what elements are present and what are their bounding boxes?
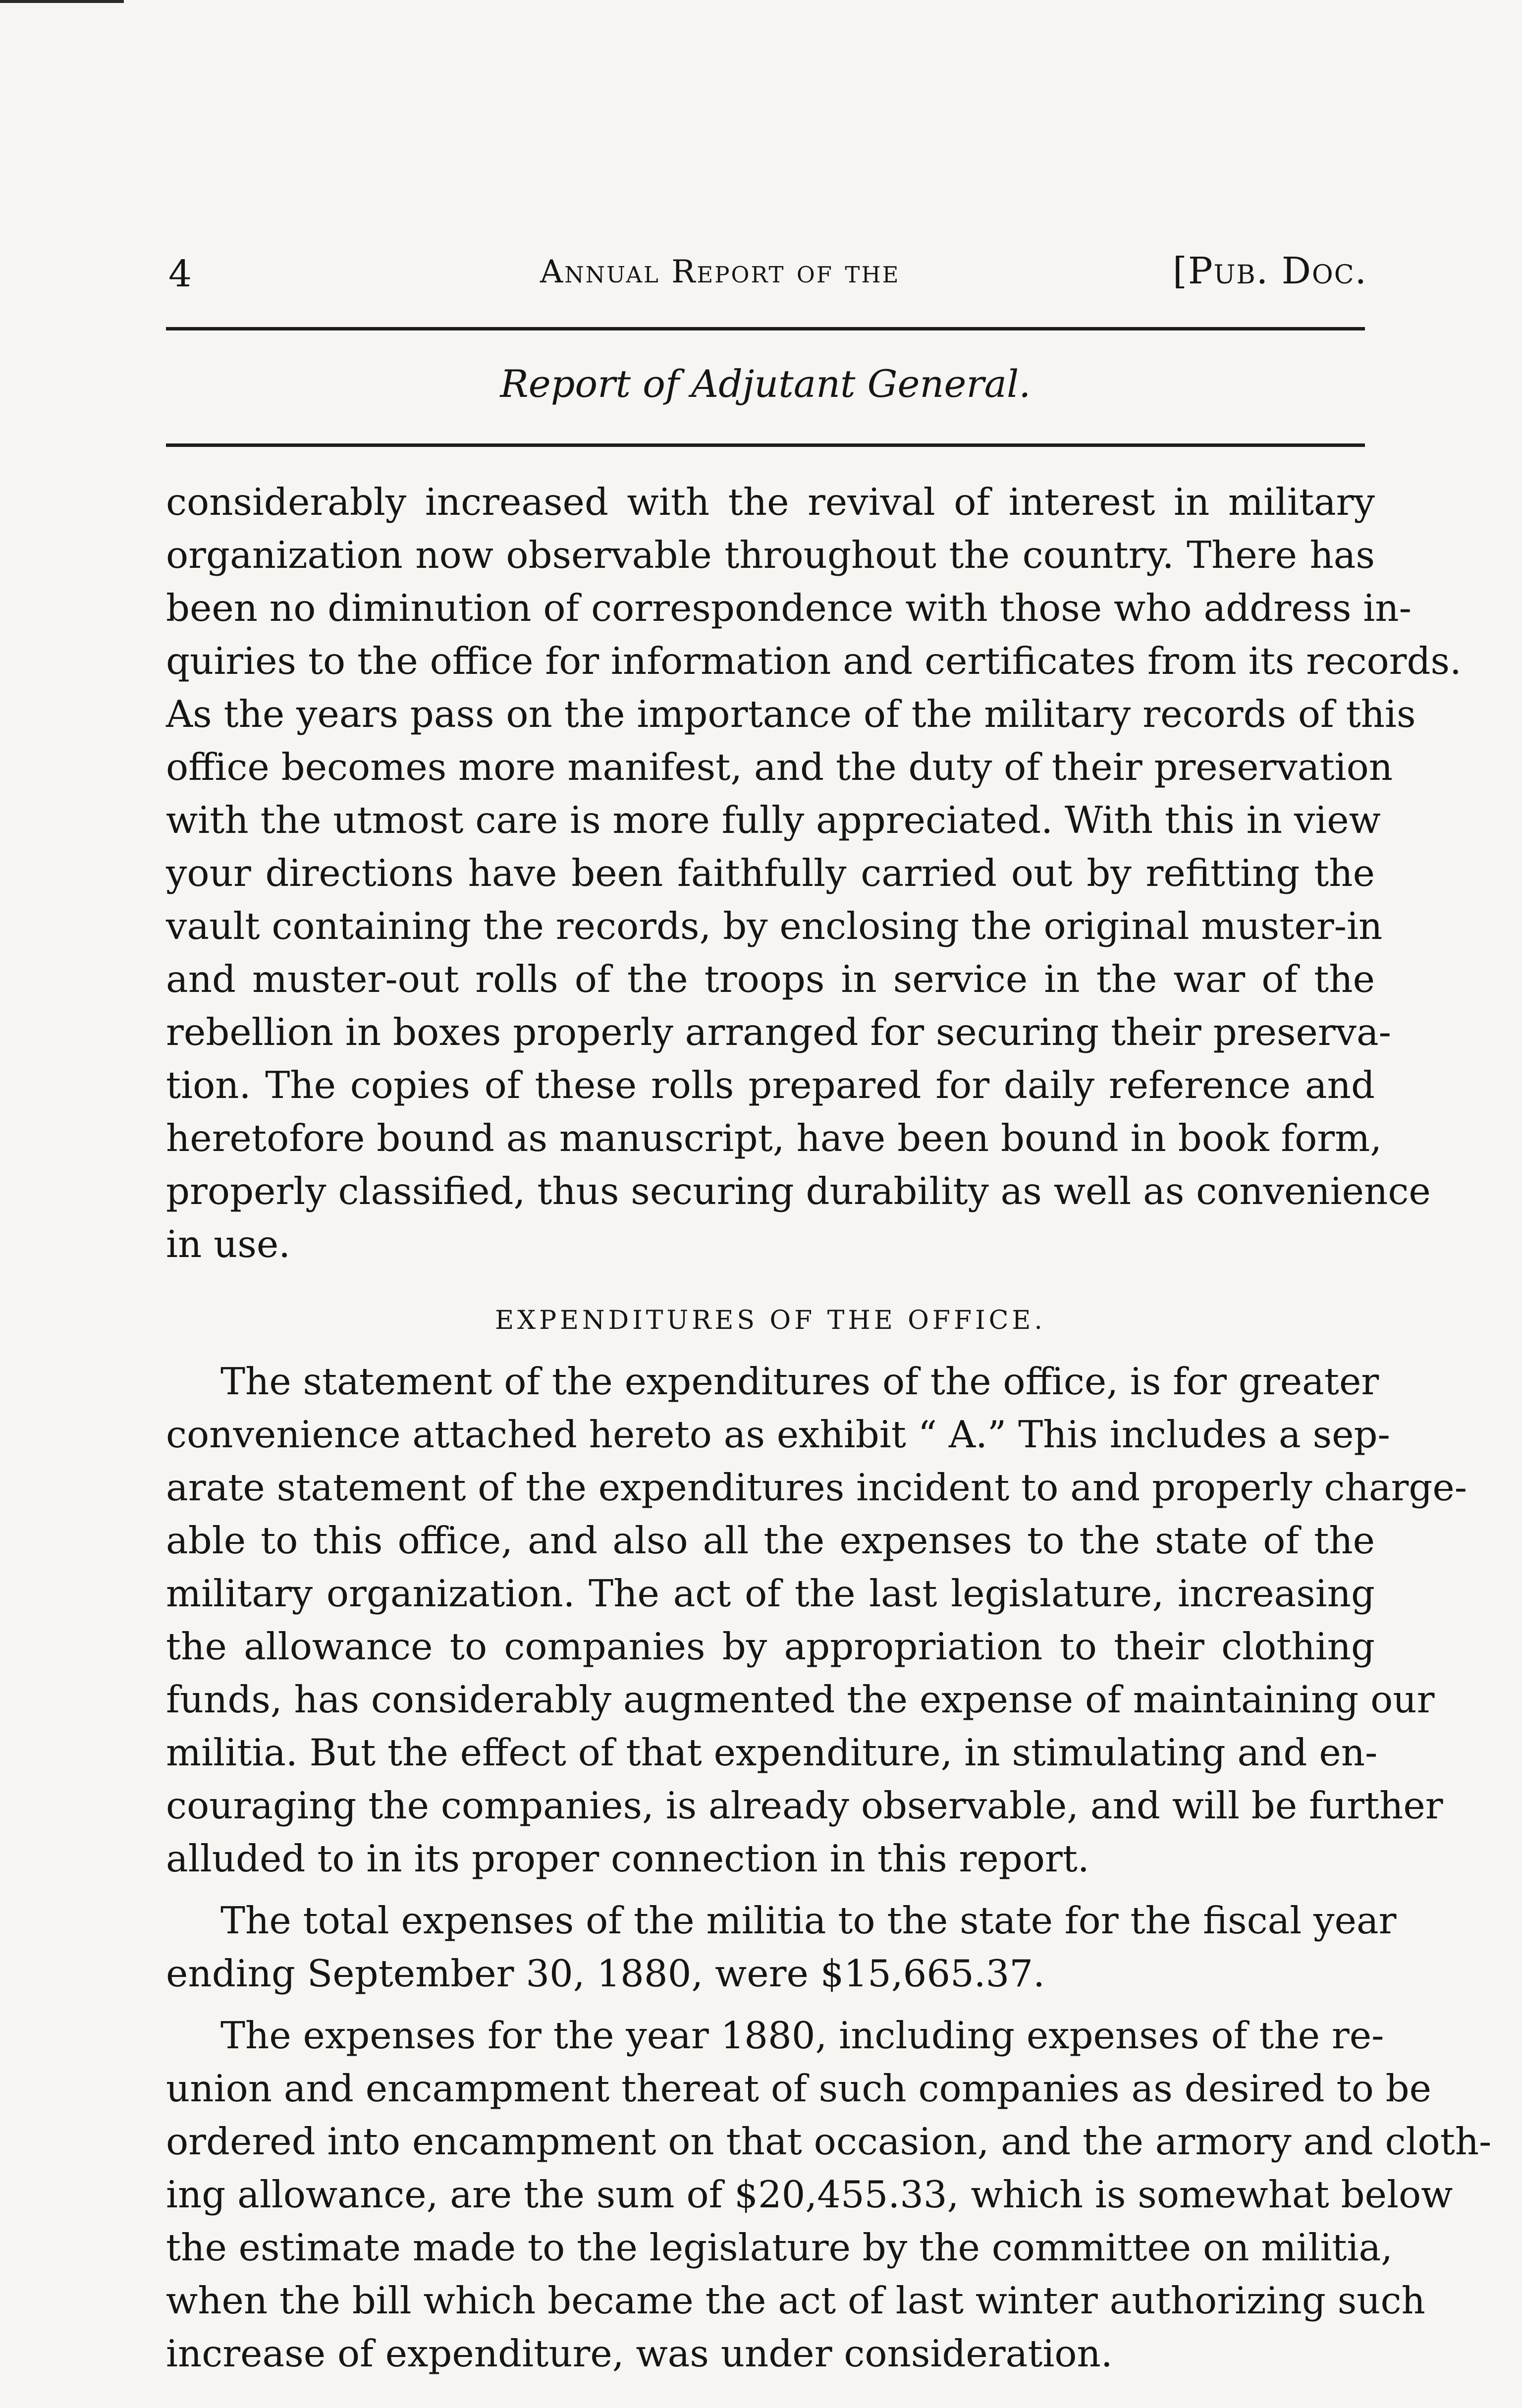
text-line: your directions have been faithfully carried out by refitting the	[166, 851, 1375, 895]
text-line: tion. The copies of these rolls prepared for daily reference and	[166, 1063, 1375, 1107]
text-line: organization now observable throughout the country. There has	[166, 533, 1375, 577]
paragraph-expenses-1880	[166, 2009, 1492, 2380]
text-line: properly classified, thus securing durability as well as convenience	[166, 1169, 1431, 1213]
text-line: heretofore bound as manuscript, have been bound in book form,	[166, 1116, 1382, 1160]
text-line: funds, has considerably augmented the expense of maintaining our	[166, 1678, 1435, 1721]
paragraph-gap	[166, 2000, 1375, 2009]
text-line: The expenses for the year 1880, including expenses of the re-	[220, 2014, 1384, 2057]
paragraph-total	[166, 1894, 1397, 2000]
text-line: convenience attached hereto as exhibit “ A.” This includes a sep-	[166, 1413, 1390, 1456]
text-line: increase of expenditure, was under consideration.	[166, 2332, 1113, 2375]
text-line: alluded to in its proper connection in this report.	[166, 1837, 1089, 1880]
text-line: with the utmost care is more fully appreciated. With this in view	[166, 798, 1381, 842]
text-line: arate statement of the expenditures incident to and properly charge-	[166, 1466, 1468, 1509]
text-line: The statement of the expenditures of the office, is for greater	[220, 1360, 1379, 1403]
text-line: couraging the companies, is already observable, and will be further	[166, 1784, 1443, 1827]
paragraph-gap	[166, 1885, 1375, 1894]
header-rule-bottom	[166, 443, 1365, 447]
text-line: the estimate made to the legislature by the committee on militia,	[166, 2226, 1393, 2269]
text-line: As the years pass on the importance of the military records of this	[166, 692, 1416, 736]
paragraph-statement	[166, 1355, 1468, 1885]
text-line: the allowance to companies by appropriation to their clothing	[166, 1625, 1375, 1668]
text-line: union and encampment thereat of such companies as desired to be	[166, 2067, 1432, 2110]
scan-edge-mark	[0, 0, 124, 3]
text-line: quiries to the office for information and certificates from its records.	[166, 639, 1462, 683]
text-line: been no diminution of correspondence with those who address in-	[166, 586, 1412, 630]
page-header	[163, 238, 1367, 302]
text-line: ing allowance, are the sum of $20,455.33, which is somewhat below	[166, 2173, 1453, 2216]
body-text	[166, 476, 1492, 2380]
page-number: 4	[168, 253, 192, 295]
header-rule-top	[166, 327, 1365, 330]
text-line: when the bill which became the act of last winter authorizing such	[166, 2279, 1425, 2322]
text-line: The total expenses of the militia to the state for the fiscal year	[220, 1899, 1397, 1942]
text-line: vault containing the records, by enclosing the original muster-in	[166, 904, 1383, 948]
text-line: ordered into encampment on that occasion, and the armory and cloth-	[166, 2120, 1492, 2163]
text-line: militia. But the effect of that expenditure, in stimulating and en-	[166, 1731, 1378, 1774]
text-line: in use.	[166, 1222, 291, 1266]
text-line: ending September 30, 1880, were $15,665.37.	[166, 1952, 1045, 1995]
text-line: rebellion in boxes properly arranged for securing their preserva-	[166, 1010, 1392, 1054]
text-line: military organization. The act of the last legislature, increasing	[166, 1572, 1375, 1615]
section-heading: Report of Adjutant General.	[500, 362, 1031, 406]
paragraph-continued	[166, 476, 1462, 1271]
text-line: able to this office, and also all the expenses to the state of the	[166, 1519, 1375, 1562]
text-line: office becomes more manifest, and the duty of their preservation	[166, 745, 1393, 789]
running-head: Annual Report of the	[540, 254, 900, 290]
document-reference: [Pub. Doc.	[1172, 250, 1367, 292]
expenditures-subheading: EXPENDITURES OF THE OFFICE.	[495, 1306, 1046, 1335]
text-line: considerably increased with the revival of interest in military	[166, 480, 1375, 524]
text-line: and muster-out rolls of the troops in service in the war of the	[166, 957, 1375, 1001]
